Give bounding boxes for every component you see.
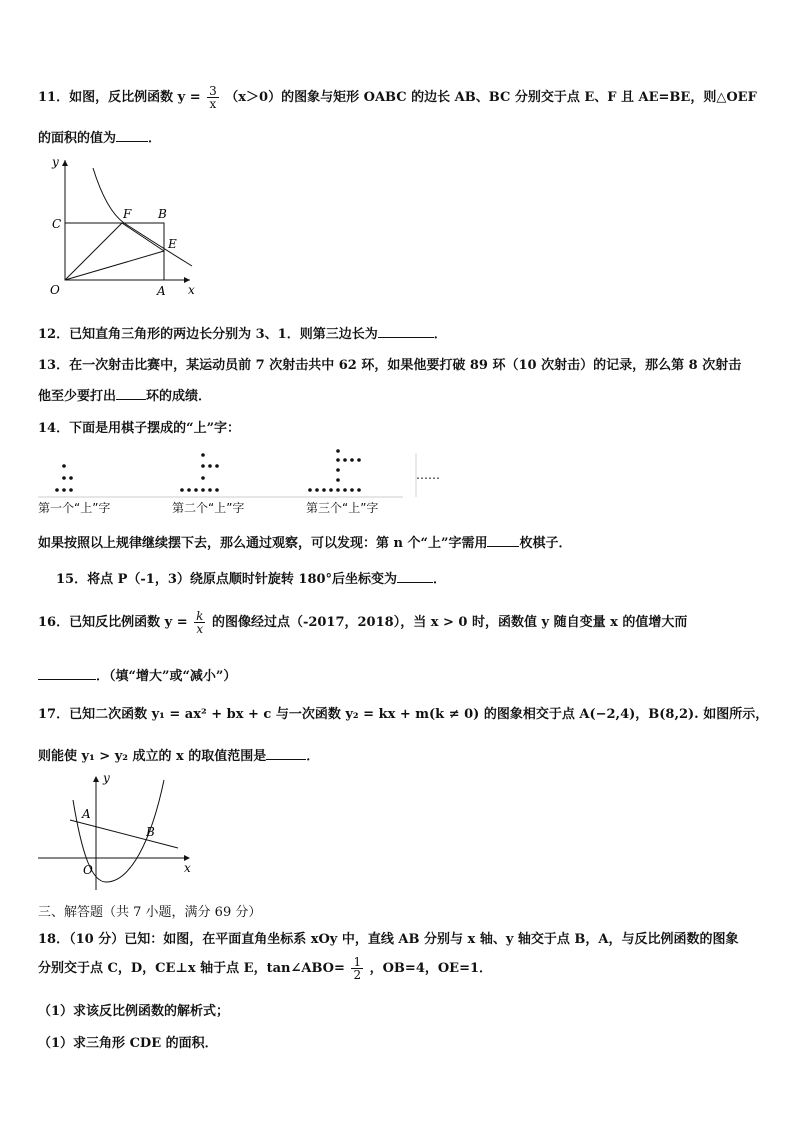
fig17-label-y: y bbox=[103, 771, 110, 785]
q11-answer-blank[interactable] bbox=[116, 129, 148, 142]
fig17-label-a: A bbox=[82, 807, 91, 821]
q17-line1: 17．已知二次函数 y₁ = ax² + bx + c 与一次函数 y₂ = kx + m(k ≠ 0) 的图象相交于点 A(−2,4)，B(8,2). 如图所示， bbox=[38, 707, 769, 722]
q13-line2: 他至少要打出 环的成绩． bbox=[38, 389, 212, 404]
q11-line2: 的面积的值为 ． bbox=[38, 131, 162, 146]
q17-line2: 则能使 y₁ > y₂ 成立的 x 的取值范围是 ． bbox=[38, 749, 320, 764]
q18-sub2: （1）求三角形 CDE 的面积． bbox=[38, 1036, 218, 1051]
q14-figure bbox=[38, 445, 458, 500]
q11-text-post: （x＞0）的图象与矩形 OABC 的边长 AB、BC 分别交于点 E、F 且 AE=BE，则△OEF bbox=[225, 90, 757, 105]
fig17-label-b: B bbox=[146, 825, 155, 839]
fig11-label-b: B bbox=[158, 207, 167, 221]
q11-figure bbox=[38, 150, 208, 300]
q14-caption-1: 第一个“上”字 bbox=[38, 501, 111, 515]
q11-line1 bbox=[38, 85, 757, 110]
q12-line: 12．已知直角三角形的两边长分别为 3、1．则第三边长为 ． bbox=[38, 327, 447, 342]
q15-answer-blank[interactable] bbox=[397, 570, 433, 583]
fig11-label-a: A bbox=[157, 284, 166, 298]
q14-pattern-2 bbox=[180, 453, 219, 492]
q14-line2: 如果按照以上规律继续摆下去，那么通过观察，可以发现：第 n 个“上”字需用 枚棋子． bbox=[38, 536, 572, 551]
q14-answer-blank[interactable] bbox=[487, 534, 519, 547]
fig11-label-c: C bbox=[52, 217, 62, 231]
q18-fraction: $\frac{1}{2}$ bbox=[353, 955, 362, 982]
q16-answer-blank[interactable] bbox=[38, 667, 96, 680]
q18-line1: 18．（10 分）已知：如图，在平面直角坐标系 xOy 中，直线 AB 分别与 x 轴、y 轴交于点 B，A，与反比例函数的图象 bbox=[38, 932, 739, 947]
section-3-heading: 三、解答题（共 7 小题，满分 69 分） bbox=[38, 905, 262, 920]
q14-pattern-3 bbox=[308, 449, 361, 492]
q16-line2: ．（填“增大”或“减小”） bbox=[38, 665, 236, 684]
fig17-label-x: x bbox=[184, 861, 191, 875]
q11-fraction: $\frac{3}{x}$ bbox=[209, 84, 217, 111]
q14-ellipsis: …… bbox=[416, 468, 440, 482]
q18-sub1: （1）求该反比例函数的解析式； bbox=[38, 1004, 230, 1019]
fig11-label-x: x bbox=[188, 283, 195, 297]
fig11-label-o: O bbox=[50, 283, 60, 297]
q14-caption-3: 第三个“上”字 bbox=[306, 501, 379, 515]
q13-line1: 13．在一次射击比赛中，某运动员前 7 次射击共中 62 环，如果他要打破 89 环（10 次射击）的记录，那么第 8 次射击 bbox=[38, 358, 742, 373]
fig17-label-o: O bbox=[83, 863, 93, 877]
fig11-label-e: E bbox=[168, 237, 177, 251]
fig11-label-f: F bbox=[123, 207, 132, 221]
q16-line1: 16．已知反比例函数 y = $\frac{k}{x}$ 的图像经过点（-2017，2018），当 x > 0 时，函数值 y 随自变量 x 的值增大而 bbox=[38, 609, 688, 636]
q11-text-pre: 11．如图，反比例函数 y = bbox=[38, 90, 201, 105]
q12-answer-blank[interactable] bbox=[378, 325, 434, 338]
q15-line: 15．将点 P（-1，3）绕原点顺时针旋转 180°后坐标变为 ． bbox=[56, 572, 447, 587]
q13-answer-blank[interactable] bbox=[116, 387, 146, 400]
fig11-label-y: y bbox=[52, 155, 59, 169]
q16-fraction: $\frac{k}{x}$ bbox=[196, 609, 204, 636]
q14-caption-2: 第二个“上”字 bbox=[172, 501, 245, 515]
q18-line2: 分别交于点 C，D，CE⊥x 轴于点 E，tan∠ABO= $\frac{1}{2}$ ，OB=4，OE=1． bbox=[38, 955, 493, 982]
q17-figure bbox=[38, 770, 208, 895]
q14-line1: 14．下面是用棋子摆成的“上”字： bbox=[38, 421, 241, 436]
q17-answer-blank[interactable] bbox=[266, 747, 306, 760]
q14-pattern-1 bbox=[55, 464, 73, 492]
